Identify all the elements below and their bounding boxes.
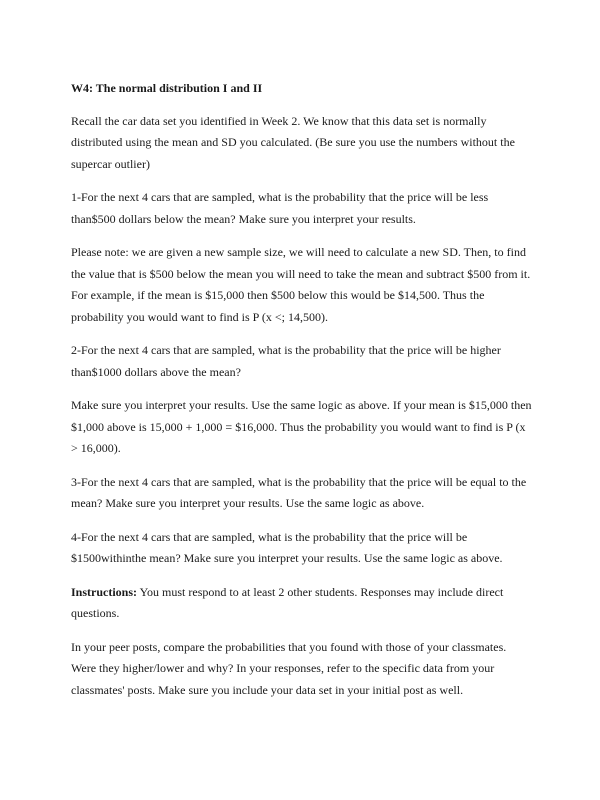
paragraph-question-1: 1-For the next 4 cars that are sampled, what is the probability that the price will be less than$500 dollars below the mean? Make sure you interpret your results. [71, 190, 489, 226]
paragraph-question-2: 2-For the next 4 cars that are sampled, what is the probability that the price will be higher than$1000 dollars above the mean? [71, 343, 501, 379]
paragraph-question-4: 4-For the next 4 cars that are sampled, what is the probability that the price will be $1500withinthe mean? Make sure you interpret your results. Use the same logic as above. [71, 529, 503, 565]
paragraph-question-2-logic: Make sure you interpret your results. Use the same logic as above. If your mean is $15,000 then $1,000 above is 15,000 + 1,000 = $16,000. Thus the probability you would want to find is P (x > 16,000). [71, 398, 532, 455]
paragraph-intro: Recall the car data set you identified in Week 2. We know that this data set is normally distributed using the mean and SD you calculated. (Be sure you use the numbers without the supercar outlier) [71, 113, 515, 171]
instructions-text: You must respond to at least 2 other students. Responses may include direct questions. [71, 584, 504, 620]
paragraph-instructions [71, 582, 533, 625]
instructions-label: Instructions: [71, 584, 138, 599]
paragraph-question-3: 3-For the next 4 cars that are sampled, what is the probability that the price will be equal to the mean? Make sure you interpret your results. Use the same logic as above. [71, 474, 527, 510]
paragraph-closing: In your peer posts, compare the probabilities that you found with those of your classmates. Were they higher/lower and why? In your responses, refer to the specific data from your classmates' posts. Make sure you include your data set in your initial post as well. [71, 639, 507, 697]
assignment-title: W4: The normal distribution I and II [71, 81, 263, 95]
document-body [71, 78, 533, 713]
paragraph-note: Please note: we are given a new sample size, we will need to calculate a new SD. Then, to find the value that is $500 below the mean you will need to take the mean and subtract $500 from it. For example, if the mean is $15,000 then $500 below this would be $14,500. Thus the probability you would want to find is P (x <; 14,500). [71, 245, 531, 324]
